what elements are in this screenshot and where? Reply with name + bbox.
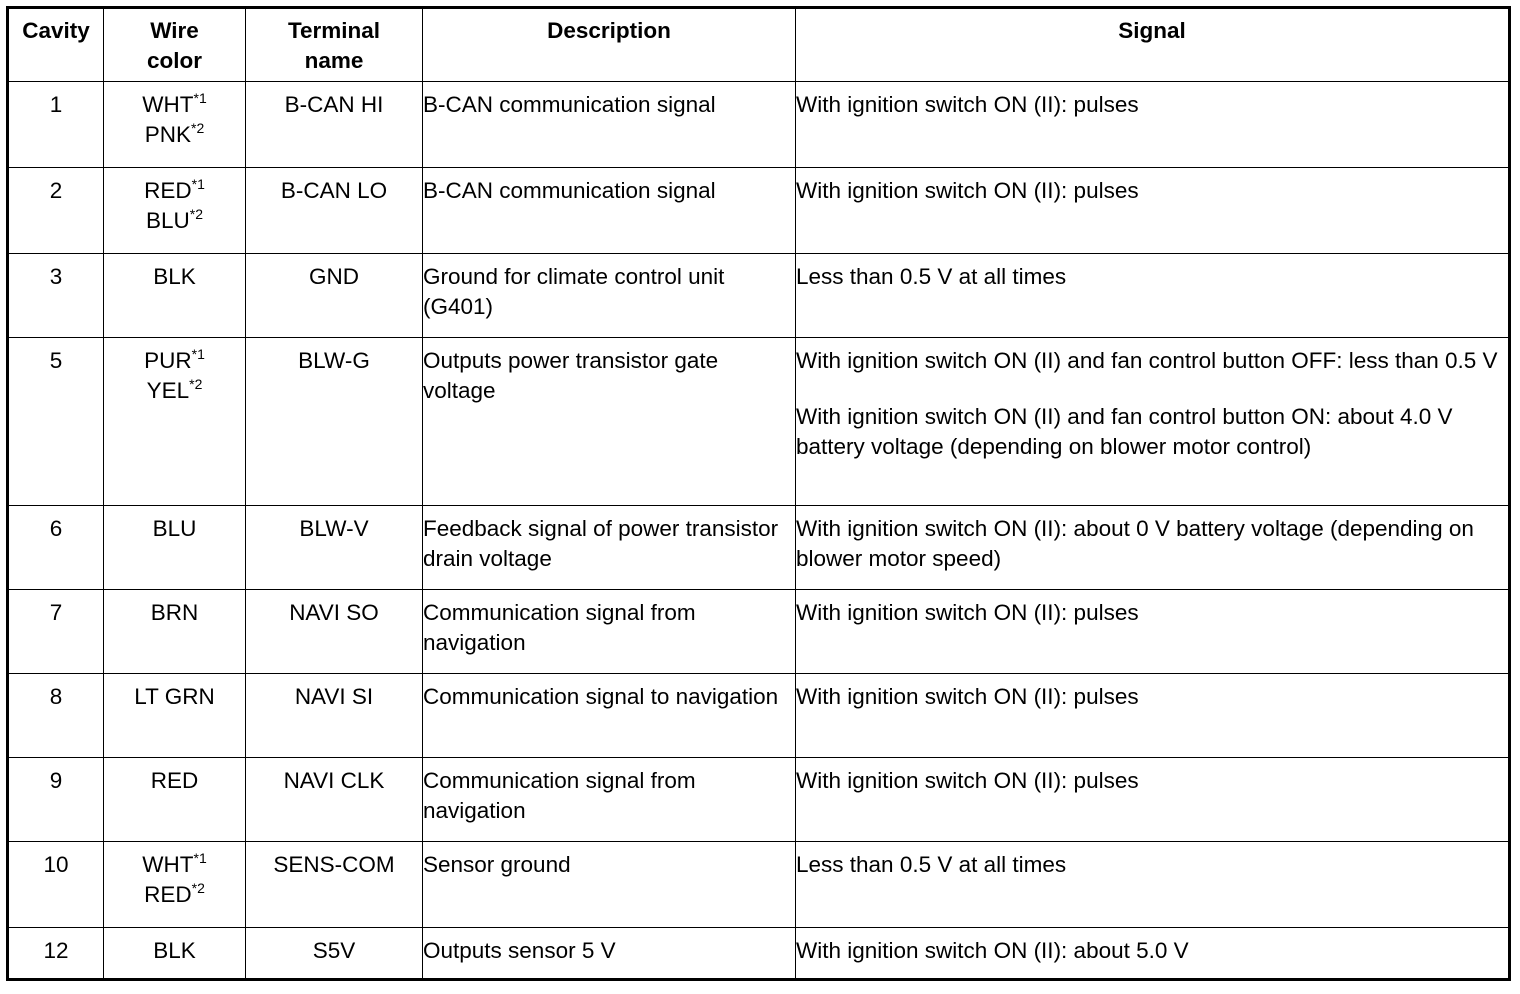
wire-color-line (104, 936, 245, 966)
terminal-table (6, 6, 1511, 981)
wire-color-code: BLK (153, 938, 196, 963)
wire-note-marker: *2 (189, 376, 203, 392)
wire-color-code: BLK (153, 264, 196, 289)
wire-note-marker: *1 (193, 850, 207, 866)
table-row (8, 928, 1510, 980)
wire-color-code: WHT (142, 852, 194, 877)
cell-description: Communication signal from navigation (423, 590, 796, 674)
cell-signal (796, 590, 1510, 674)
signal-text: With ignition switch ON (II) and fan control button ON: about 4.0 V battery voltage (depending on blower motor control) (796, 404, 1453, 459)
signal-text: With ignition switch ON (II): pulses (796, 768, 1139, 793)
signal-text: With ignition switch ON (II): pulses (796, 178, 1139, 203)
cell-terminal-name: S5V (246, 928, 423, 980)
cell-terminal-name: NAVI CLK (246, 758, 423, 842)
wire-note-marker: *1 (191, 176, 205, 192)
cell-signal (796, 506, 1510, 590)
header-wire-color: Wire color (104, 8, 246, 82)
cell-description: B-CAN communication signal (423, 82, 796, 168)
cell-wire-color (104, 674, 246, 758)
wire-color-line (104, 120, 245, 150)
table-row (8, 82, 1510, 168)
cell-signal (796, 928, 1510, 980)
wire-color-code: BLU (152, 516, 197, 541)
signal-text: Less than 0.5 V at all times (796, 264, 1067, 289)
signal-text: With ignition switch ON (II): pulses (796, 600, 1139, 625)
wire-color-code: PNK (144, 122, 192, 147)
wire-color-line (104, 598, 245, 628)
wire-color-line (104, 682, 245, 712)
cell-cavity: 12 (8, 928, 104, 980)
cell-description: Outputs sensor 5 V (423, 928, 796, 980)
cell-terminal-name: SENS-COM (246, 842, 423, 928)
wire-note-marker: *1 (191, 346, 205, 362)
cell-description: Communication signal to navigation (423, 674, 796, 758)
cell-description: Communication signal from navigation (423, 758, 796, 842)
wire-color-line (104, 206, 245, 236)
cell-signal (796, 254, 1510, 338)
cell-cavity: 6 (8, 506, 104, 590)
cell-wire-color (104, 82, 246, 168)
cell-description: Outputs power transistor gate voltage (423, 338, 796, 506)
wire-note-marker: *1 (193, 90, 207, 106)
header-terminal-name: Terminal name (246, 8, 423, 82)
table-row (8, 758, 1510, 842)
wire-color-line (104, 376, 245, 406)
wire-note-marker: *2 (191, 880, 205, 896)
cell-terminal-name: B-CAN LO (246, 168, 423, 254)
wire-color-code: RED (150, 768, 199, 793)
cell-wire-color (104, 254, 246, 338)
cell-terminal-name: GND (246, 254, 423, 338)
cell-wire-color (104, 928, 246, 980)
table-row (8, 590, 1510, 674)
cell-signal (796, 674, 1510, 758)
wire-color-code: LT GRN (134, 684, 215, 709)
cell-signal (796, 758, 1510, 842)
table-row (8, 842, 1510, 928)
table-row (8, 338, 1510, 506)
cell-wire-color (104, 506, 246, 590)
cell-terminal-name: BLW-V (246, 506, 423, 590)
wire-color-line (104, 514, 245, 544)
header-signal: Signal (796, 8, 1510, 82)
cell-terminal-name: NAVI SO (246, 590, 423, 674)
wire-color-code: BRN (150, 600, 199, 625)
wire-color-line (104, 346, 245, 376)
cell-description: Ground for climate control unit (G401) (423, 254, 796, 338)
table-row (8, 254, 1510, 338)
wire-color-code: RED (144, 178, 192, 203)
cell-signal (796, 82, 1510, 168)
wire-color-code: PUR (144, 348, 192, 373)
wire-color-line (104, 176, 245, 206)
cell-cavity: 10 (8, 842, 104, 928)
table-row (8, 168, 1510, 254)
wire-color-line (104, 766, 245, 796)
cell-description: Sensor ground (423, 842, 796, 928)
signal-text: With ignition switch ON (II): about 5.0 V (796, 938, 1189, 963)
cell-cavity: 2 (8, 168, 104, 254)
wire-color-code: YEL (146, 378, 190, 403)
cell-cavity: 9 (8, 758, 104, 842)
wire-note-marker: *2 (189, 206, 203, 222)
signal-text: With ignition switch ON (II): about 0 V battery voltage (depending on blower motor speed) (796, 516, 1474, 571)
cell-description: Feedback signal of power transistor drain voltage (423, 506, 796, 590)
cell-wire-color (104, 590, 246, 674)
cell-cavity: 5 (8, 338, 104, 506)
table-row (8, 506, 1510, 590)
header-description: Description (423, 8, 796, 82)
wire-color-code: BLU (145, 208, 190, 233)
cell-terminal-name: NAVI SI (246, 674, 423, 758)
signal-text: Less than 0.5 V at all times (796, 852, 1067, 877)
wire-note-marker: *2 (191, 120, 205, 136)
wire-color-code: RED (144, 882, 192, 907)
cell-cavity: 3 (8, 254, 104, 338)
wire-color-code: WHT (142, 92, 194, 117)
cell-cavity: 7 (8, 590, 104, 674)
wire-color-line (104, 90, 245, 120)
wire-color-line (104, 880, 245, 910)
cell-description: B-CAN communication signal (423, 168, 796, 254)
cell-signal (796, 168, 1510, 254)
header-row (8, 8, 1510, 82)
cell-wire-color (104, 168, 246, 254)
signal-text: With ignition switch ON (II): pulses (796, 684, 1139, 709)
cell-signal (796, 842, 1510, 928)
table-body (8, 82, 1510, 980)
wire-color-line (104, 850, 245, 880)
table-row (8, 674, 1510, 758)
cell-cavity: 8 (8, 674, 104, 758)
cell-cavity: 1 (8, 82, 104, 168)
cell-wire-color (104, 758, 246, 842)
cell-wire-color (104, 842, 246, 928)
cell-terminal-name: B-CAN HI (246, 82, 423, 168)
signal-text: With ignition switch ON (II): pulses (796, 92, 1139, 117)
cell-terminal-name: BLW-G (246, 338, 423, 506)
table-header (8, 8, 1510, 82)
cell-wire-color (104, 338, 246, 506)
cell-signal (796, 338, 1510, 506)
signal-text: With ignition switch ON (II) and fan control button OFF: less than 0.5 V (796, 348, 1498, 373)
wire-color-line (104, 262, 245, 292)
header-cavity: Cavity (8, 8, 104, 82)
